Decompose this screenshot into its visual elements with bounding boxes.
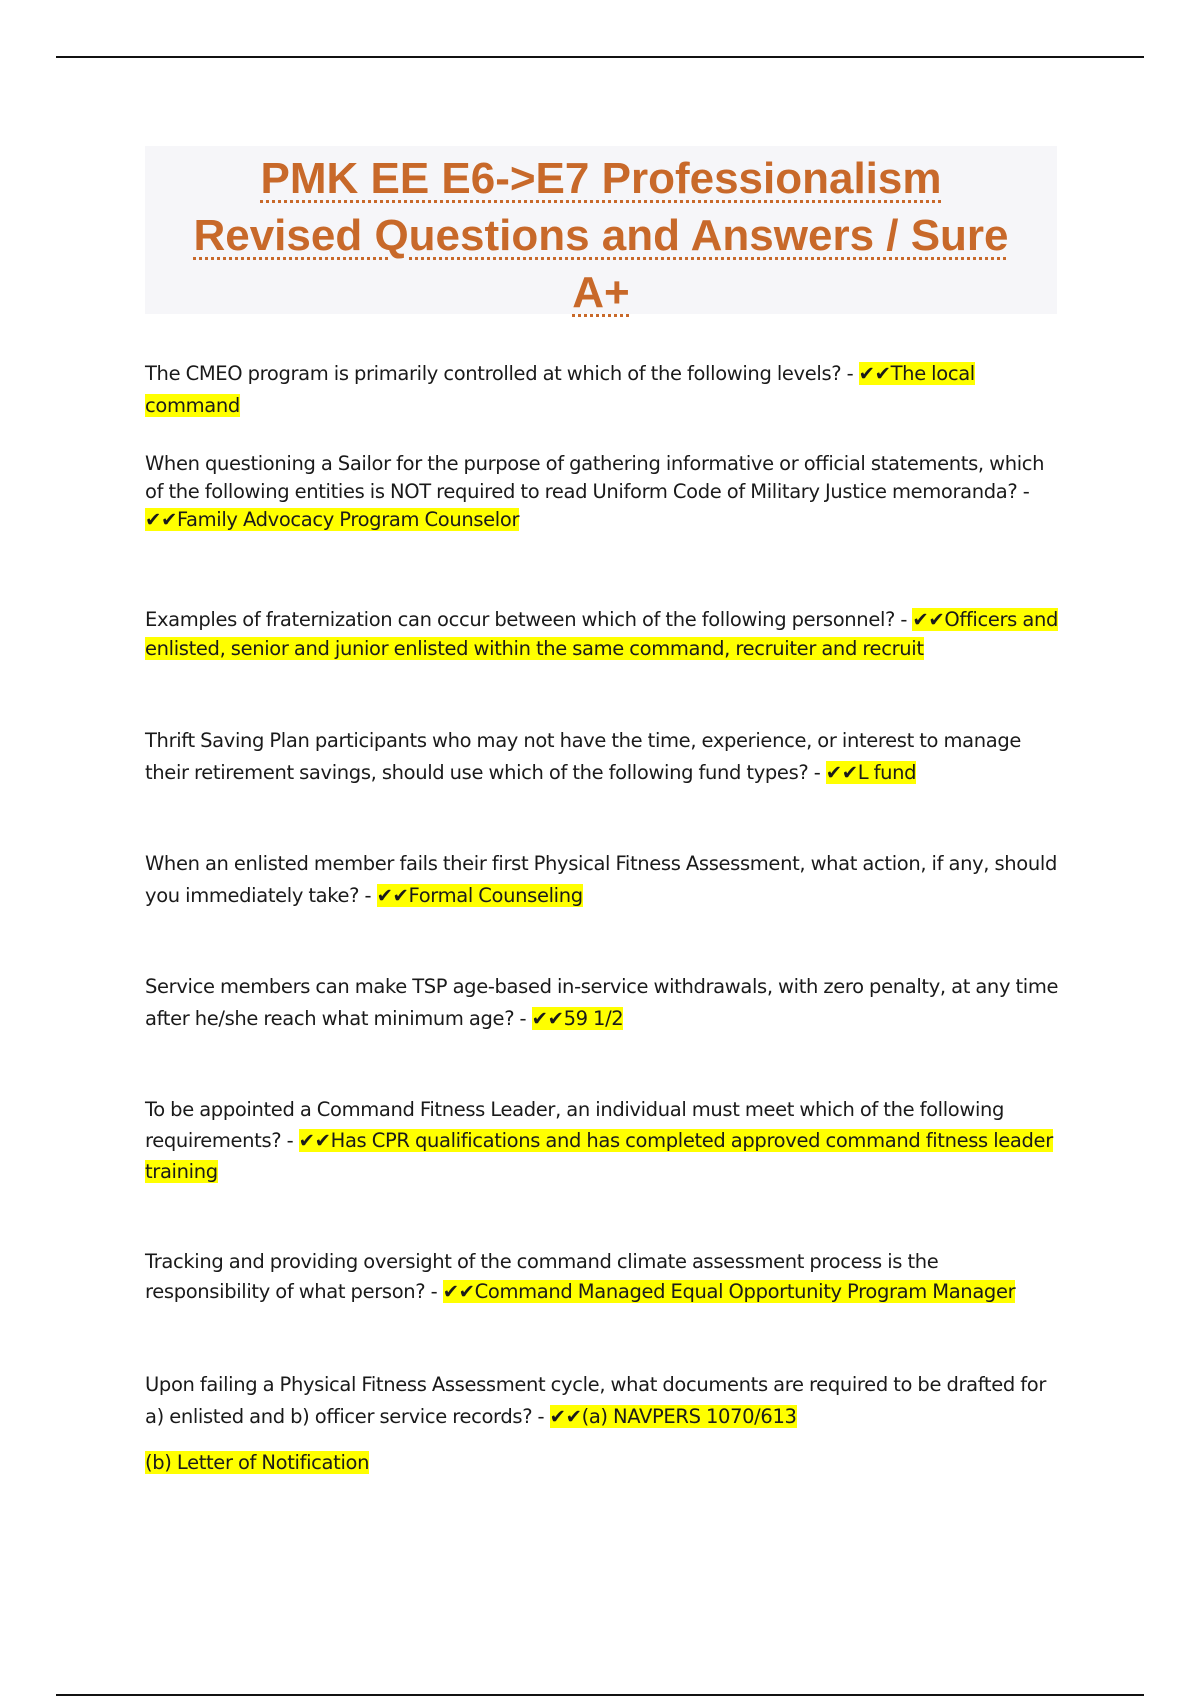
qa-item-9-main [145,1369,1065,1433]
question-text: When questioning a Sailor for the purpose of gathering informative or official statements, which of the following entities is NOT required to read Uniform Code of Military Justice memoranda? - [145,452,1045,503]
answer-highlight: ✔✔Formal Counseling [376,884,583,907]
qa-item-2 [145,450,1065,534]
title-line-2: Revised Questions and Answers / Sure [193,211,1009,260]
qa-item-9-extra [145,1447,1065,1479]
question-text: To be appointed a Command Fitness Leader, an individual must meet which of the following requirements? - [145,1098,1005,1152]
question-text: When an enlisted member fails their first Physical Fitness Assessment, what action, if any, should you immediately take? - [145,852,1057,907]
answer-highlight: ✔✔Command Managed Equal Opportunity Program Manager [442,1280,1016,1303]
question-text: The CMEO program is primarily controlled at which of the following levels? - [145,362,859,385]
answer-highlight: ✔✔59 1/2 [531,1007,624,1030]
question-text: Service members can make TSP age-based in-service withdrawals, with zero penalty, at any time after he/she reach what minimum age? - [145,975,1059,1030]
answer-highlight: ✔✔(a) NAVPERS 1070/613 [549,1405,797,1428]
qa-item-1 [145,358,1065,422]
qa-item-4 [145,725,1065,789]
answer-highlight: ✔✔The local command [145,362,975,417]
answer-highlight: ✔✔Officers and enlisted, senior and junior enlisted within the same command, recruiter and recruit [145,608,1058,660]
answer-highlight-extra: (b) Letter of Notification [145,1451,370,1474]
qa-item-9 [145,1369,1065,1479]
title-line-3: A+ [572,268,630,317]
answer-highlight: ✔✔Family Advocacy Program Counselor [145,508,520,531]
qa-item-5 [145,848,1065,912]
title-line-1: PMK EE E6->E7 Professionalism [260,154,942,203]
qa-item-8 [145,1247,1065,1307]
title-banner [145,146,1057,317]
question-text: Tracking and providing oversight of the command climate assessment process is the responsibility of what person? - [145,1250,939,1303]
question-text: Examples of fraternization can occur between which of the following personnel? - [145,608,913,631]
qa-item-6 [145,971,1065,1035]
top-rule [56,56,1144,58]
document-title [145,146,1057,321]
question-text: Upon failing a Physical Fitness Assessment cycle, what documents are required to be drafted for a) enlisted and b) officer service records? - [145,1373,1046,1428]
answer-highlight: ✔✔L fund [825,761,917,784]
qa-item-7 [145,1094,1065,1187]
answer-highlight: ✔✔Has CPR qualifications and has completed approved command fitness leader training [145,1129,1053,1183]
bottom-rule [56,1694,1144,1696]
question-text: Thrift Saving Plan participants who may not have the time, experience, or interest to manage their retirement savings, should use which of the following fund types? - [145,729,1021,784]
qa-item-3 [145,605,1065,663]
